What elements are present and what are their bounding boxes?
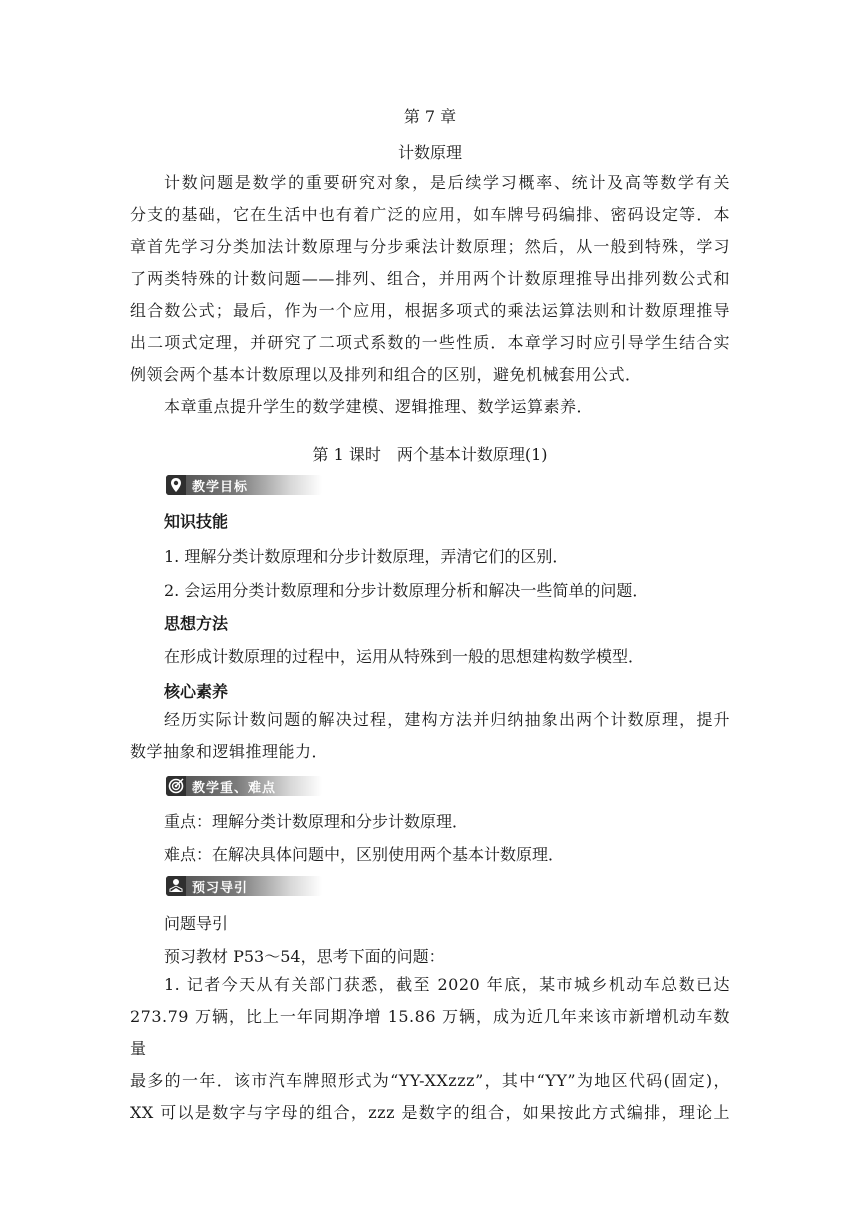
intro-line: 出二项式定理，并研究了二项式系数的一些性质．本章学习时应引导学生结合实 <box>130 333 730 352</box>
lesson-title: 第 1 课时 两个基本计数原理(1) <box>312 445 548 464</box>
method-heading: 思想方法 <box>164 614 229 633</box>
banner-label: 教学目标 <box>192 480 249 495</box>
chapter-number: 第 7 章 <box>403 107 457 126</box>
chapter-title: 计数原理 <box>397 143 462 162</box>
knowledge-item: 1. 理解分类计数原理和分步计数原理，弄清它们的区别． <box>164 547 569 566</box>
question-line: 最多的一年．该市汽车牌照形式为“YY-XXzzz”，其中“YY”为地区代码(固定)， <box>130 1071 730 1090</box>
intro-line: 计数问题是数学的重要研究对象，是后续学习概率、统计及高等数学有关 <box>164 173 730 192</box>
question-text <box>130 969 730 1129</box>
reader-icon <box>166 876 186 896</box>
knowledge-heading: 知识技能 <box>164 512 229 531</box>
core-line: 经历实际计数问题的解决过程，建构方法并归纳抽象出两个计数原理，提升 <box>164 710 730 729</box>
knowledge-item: 2. 会运用分类计数原理和分步计数原理分析和解决一些简单的问题． <box>164 581 649 600</box>
key-point: 重点：理解分类计数原理和分步计数原理． <box>164 812 469 831</box>
location-pin-icon <box>166 475 186 495</box>
target-icon <box>166 776 186 796</box>
core-text <box>130 704 730 768</box>
intro-focus-line: 本章重点提升学生的数学建模、逻辑推理、数学运算素养． <box>164 397 594 416</box>
banner-label: 教学重、难点 <box>192 781 277 796</box>
teaching-goals-banner <box>166 475 322 495</box>
guide-intro: 预习教材 P53～54，思考下面的问题： <box>164 947 445 966</box>
key-difficulty-banner <box>166 776 322 796</box>
intro-line: 例领会两个基本计数原理以及排列和组合的区别，避免机械套用公式． <box>130 365 642 384</box>
method-text: 在形成计数原理的过程中，运用从特殊到一般的思想建构数学模型． <box>164 647 645 666</box>
intro-line: 了两类特殊的计数问题——排列、组合，并用两个计数原理推导出排列数公式和 <box>130 269 730 288</box>
intro-line: 分支的基础，它在生活中也有着广泛的应用，如车牌号码编排、密码设定等．本 <box>130 205 730 224</box>
chapter-intro <box>130 167 730 423</box>
difficulty-point: 难点：在解决具体问题中，区别使用两个基本计数原理． <box>164 845 565 864</box>
intro-line: 组合数公式；最后，作为一个应用，根据多项式的乘法运算法则和计数原理推导 <box>130 301 730 320</box>
banner-label: 预习导引 <box>192 881 249 896</box>
question-line: 1. 记者今天从有关部门获悉，截至 2020 年底，某市城乡机动车总数已达 <box>164 975 730 994</box>
guide-heading: 问题导引 <box>164 914 229 933</box>
question-line: 273.79 万辆，比上一年同期净增 15.86 万辆，成为近几年来该市新增机动车数量 <box>130 1007 730 1058</box>
preview-guide-banner <box>166 876 322 896</box>
question-line: XX 可以是数字与字母的组合，zzz 是数字的组合，如果按此方式编排，理论上 <box>130 1103 730 1122</box>
intro-line: 章首先学习分类加法计数原理与分步乘法计数原理；然后，从一般到特殊，学习 <box>130 237 730 256</box>
core-heading: 核心素养 <box>164 682 229 701</box>
core-line: 数学抽象和逻辑推理能力． <box>130 742 329 761</box>
